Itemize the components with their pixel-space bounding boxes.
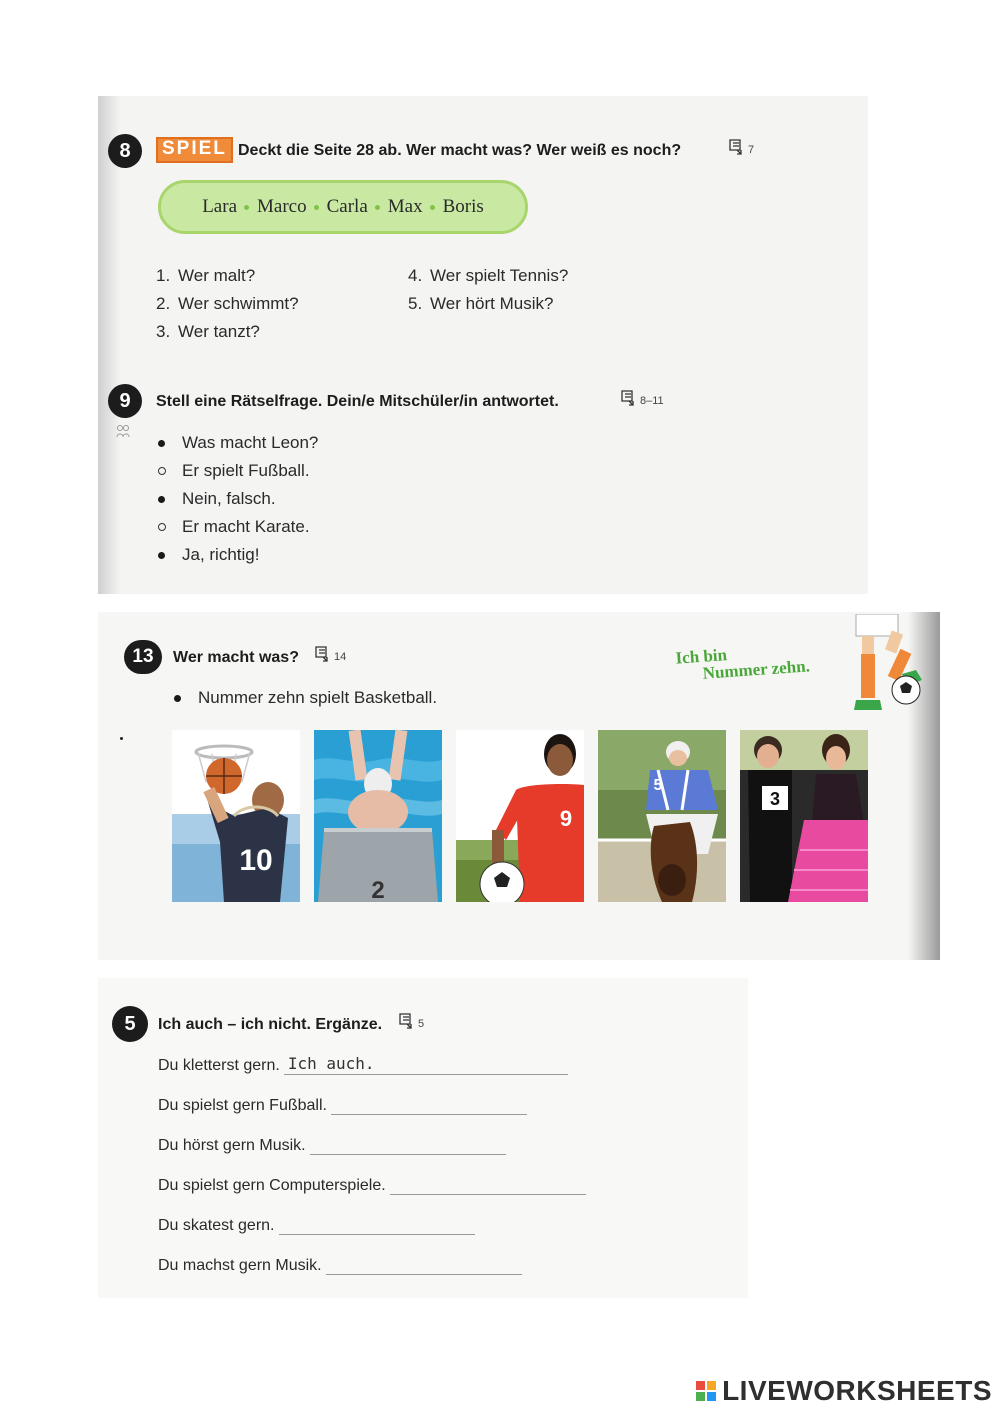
svg-text:2: 2 [371,877,385,902]
workbook-icon [620,389,636,407]
photo-football-player [456,730,584,902]
workbook-reference [728,138,754,156]
football-player-legs-illustration [848,614,924,718]
task-title: Ich auch – ich nicht. Ergänze. [158,1016,383,1033]
fill-in-row [158,1054,568,1075]
question-item: 3. Wer tanzt? [156,322,260,341]
name-item: Max [378,196,433,218]
speaker-b-marker [158,523,166,531]
prompt-text: Du hörst gern Musik. [158,1137,306,1154]
prompt-text: Du spielst gern Computerspiele. [158,1177,386,1194]
name-item: Carla [317,196,378,218]
task-number-badge: 5 [112,1006,148,1042]
answer-field[interactable] [284,1054,568,1075]
fill-in-row [158,1214,475,1235]
reference-number: 7 [748,144,755,156]
brand-name: LIVEWORKSHEETS [722,1375,992,1406]
task-number-badge: 8 [108,134,142,168]
dialog-line: Er spielt Fußball. [158,461,310,481]
photo-dancers [740,730,868,902]
name-item: Lara [202,196,238,217]
partner-icon [116,424,130,438]
svg-text:10: 10 [239,844,273,877]
speaker-a-marker [158,440,165,447]
fill-in-row [158,1174,586,1195]
prompt-text: Du machst gern Musik. [158,1257,322,1274]
task-title: Wer macht was? [173,649,299,666]
example-sentence: Nummer zehn spielt Basketball. [174,688,437,708]
names-box [158,180,528,234]
task-number-badge: 9 [108,384,142,418]
speaker-b-marker [158,467,166,475]
workbook-icon [314,645,330,663]
fill-in-row [158,1254,522,1275]
workbook-icon [728,138,744,156]
reference-number: 8–11 [640,395,664,407]
task-title: Deckt die Seite 28 ab. Wer macht was? Wer weiß es noch? [238,142,682,159]
answer-field[interactable] [326,1254,522,1275]
dialog-line: Ja, richtig! [158,545,259,565]
reference-number: 5 [418,1018,425,1030]
prompt-text: Du skatest gern. [158,1217,275,1234]
answer-field[interactable] [390,1174,586,1195]
name-item: Marco [247,196,317,218]
workbook-reference [620,389,664,407]
speaker-a-marker [158,496,165,503]
dialog-line: Was macht Leon? [158,433,318,453]
stray-dot [120,737,123,740]
question-item: 4. Wer spielt Tennis? [408,266,569,285]
speech-text: Ich bin Nummer zehn. [674,645,811,683]
svg-text:3: 3 [769,789,781,809]
answer-field[interactable] [310,1134,506,1155]
liveworksheets-logo[interactable] [696,1375,992,1407]
speaker-a-marker [158,552,165,559]
question-item: 5. Wer hört Musik? [408,294,554,313]
liveworksheets-logo-icon [696,1381,716,1401]
task-title: Stell eine Rätselfrage. Dein/e Mitschüler/in antwortet. [156,393,559,410]
answer-text: Ich auch. [287,1054,375,1073]
dialog-line: Er macht Karate. [158,517,310,537]
photo-swimmer [314,730,442,902]
photo-jockey [598,730,726,902]
answer-field[interactable] [331,1094,527,1115]
fill-in-row [158,1134,506,1155]
workbook-icon [398,1012,414,1030]
reference-number: 14 [334,651,347,663]
answer-field[interactable] [279,1214,475,1235]
name-item: Boris [433,196,494,218]
fill-in-row [158,1094,527,1115]
dialog-line: Nein, falsch. [158,489,276,509]
workbook-reference [398,1012,424,1030]
prompt-text: Du kletterst gern. [158,1057,280,1074]
workbook-reference [314,645,346,663]
svg-text:5: 5 [653,777,663,794]
question-item: 1. Wer malt? [156,266,256,285]
svg-text:9: 9 [559,806,573,831]
question-item: 2. Wer schwimmt? [156,294,299,313]
spiel-badge: SPIEL [156,137,233,163]
prompt-text: Du spielst gern Fußball. [158,1097,327,1114]
photo-basketball-player [172,730,300,902]
speaker-a-marker [174,695,181,702]
task-number-badge: 13 [124,640,162,674]
